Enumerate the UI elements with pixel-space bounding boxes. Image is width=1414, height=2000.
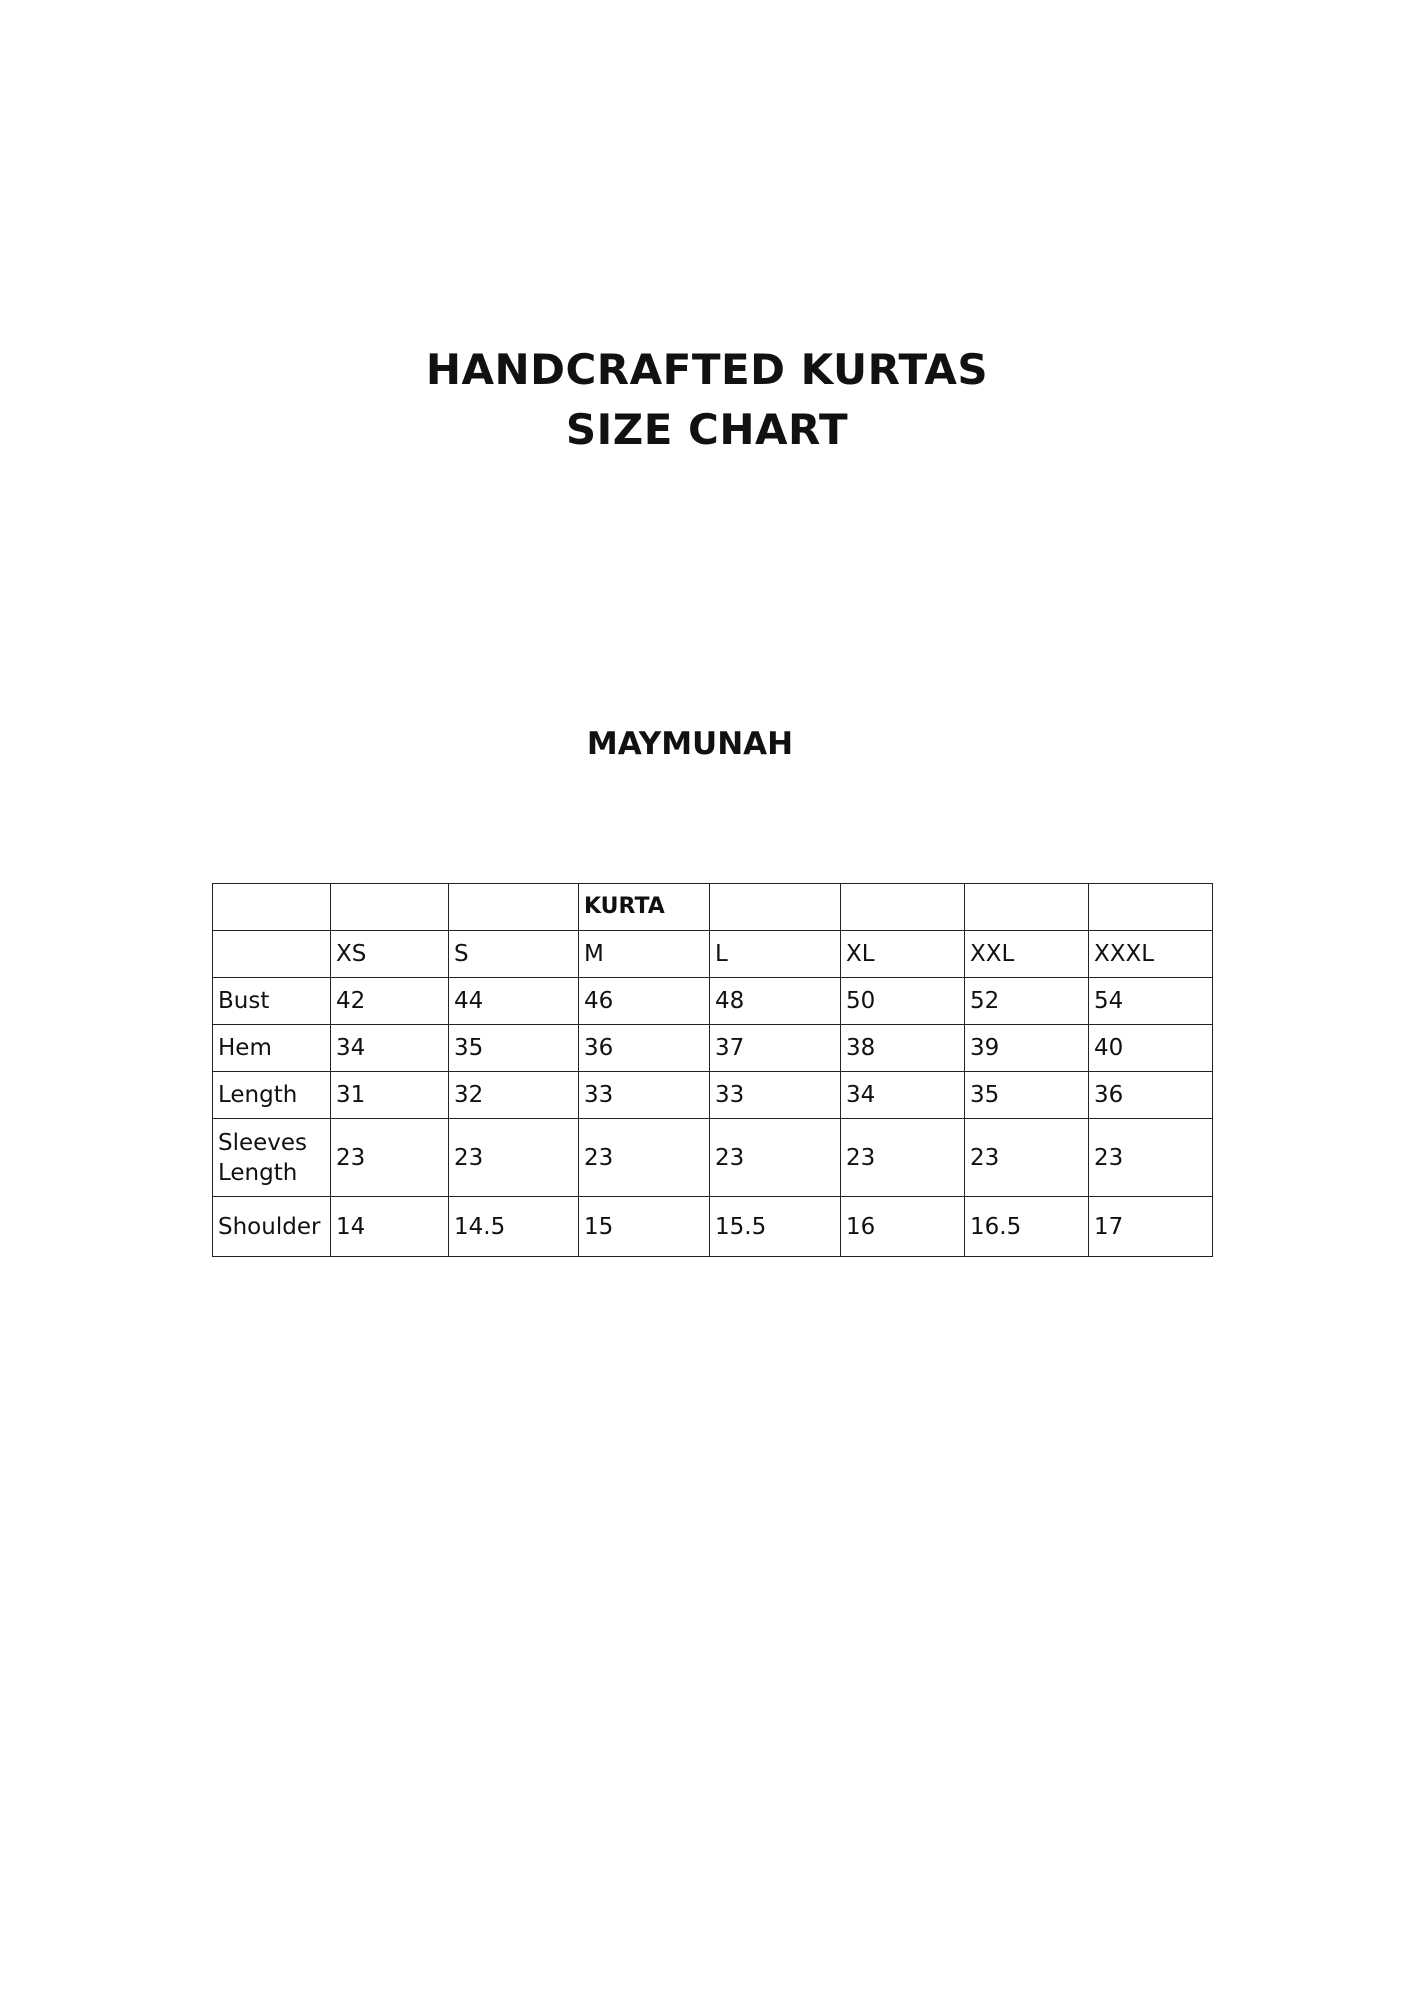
table-cell: 38 (841, 1025, 965, 1072)
table-cell-empty (710, 884, 841, 931)
table-cell: 46 (579, 978, 710, 1025)
table-cell-empty (965, 884, 1089, 931)
table-row-sleeves-length (213, 1119, 1213, 1197)
table-row-length (213, 1072, 1213, 1119)
table-cell-empty (449, 884, 579, 931)
table-cell: 34 (841, 1072, 965, 1119)
table-cell: 17 (1089, 1197, 1213, 1257)
size-header-s: S (449, 931, 579, 978)
table-cell: 14.5 (449, 1197, 579, 1257)
table-cell-empty (213, 931, 331, 978)
page-title (0, 340, 1414, 460)
size-header-xxxl: XXXL (1089, 931, 1213, 978)
table-cell-empty (841, 884, 965, 931)
table-cell: 16.5 (965, 1197, 1089, 1257)
table-cell: 35 (965, 1072, 1089, 1119)
table-cell: 54 (1089, 978, 1213, 1025)
size-header-m: M (579, 931, 710, 978)
size-chart-table (212, 883, 1213, 1257)
table-cell: 40 (1089, 1025, 1213, 1072)
table-cell-empty (331, 884, 449, 931)
table-cell: 23 (965, 1119, 1089, 1197)
brand-name: MAYMUNAH (586, 726, 794, 762)
table-cell: 23 (449, 1119, 579, 1197)
row-label: Length (213, 1072, 331, 1119)
table-cell: 15 (579, 1197, 710, 1257)
table-cell-empty (213, 884, 331, 931)
row-label: Bust (213, 978, 331, 1025)
table-cell: 23 (710, 1119, 841, 1197)
row-label-line-1: Sleeves (218, 1129, 308, 1156)
table-cell: 36 (1089, 1072, 1213, 1119)
row-label: Hem (213, 1025, 331, 1072)
table-cell: 34 (331, 1025, 449, 1072)
table-row (213, 884, 1213, 931)
table-cell: 23 (331, 1119, 449, 1197)
size-header-xs: XS (331, 931, 449, 978)
size-header-xxl: XXL (965, 931, 1089, 978)
table-cell: 23 (841, 1119, 965, 1197)
table-cell: 31 (331, 1072, 449, 1119)
row-label (213, 1119, 331, 1197)
row-label-line-2: Length (218, 1159, 298, 1186)
kurta-header: KURTA (579, 884, 710, 931)
size-header-l: L (710, 931, 841, 978)
table-cell: 44 (449, 978, 579, 1025)
size-header-row (213, 931, 1213, 978)
title-line-2: SIZE CHART (565, 405, 849, 454)
table-cell: 48 (710, 978, 841, 1025)
table-cell: 52 (965, 978, 1089, 1025)
title-line-1: HANDCRAFTED KURTAS (425, 345, 989, 394)
table-cell: 14 (331, 1197, 449, 1257)
table-row-hem (213, 1025, 1213, 1072)
table-cell: 15.5 (710, 1197, 841, 1257)
row-label: Shoulder (213, 1197, 331, 1257)
size-header-xl: XL (841, 931, 965, 978)
table-cell: 33 (579, 1072, 710, 1119)
table-row-bust (213, 978, 1213, 1025)
table-cell: 16 (841, 1197, 965, 1257)
table-cell: 33 (710, 1072, 841, 1119)
table-cell: 35 (449, 1025, 579, 1072)
table-cell: 39 (965, 1025, 1089, 1072)
table-cell: 23 (579, 1119, 710, 1197)
table-cell: 50 (841, 978, 965, 1025)
table-row-shoulder (213, 1197, 1213, 1257)
table-cell-empty (1089, 884, 1213, 931)
table-cell: 32 (449, 1072, 579, 1119)
table-cell: 23 (1089, 1119, 1213, 1197)
table-cell: 37 (710, 1025, 841, 1072)
table-cell: 42 (331, 978, 449, 1025)
table-cell: 36 (579, 1025, 710, 1072)
